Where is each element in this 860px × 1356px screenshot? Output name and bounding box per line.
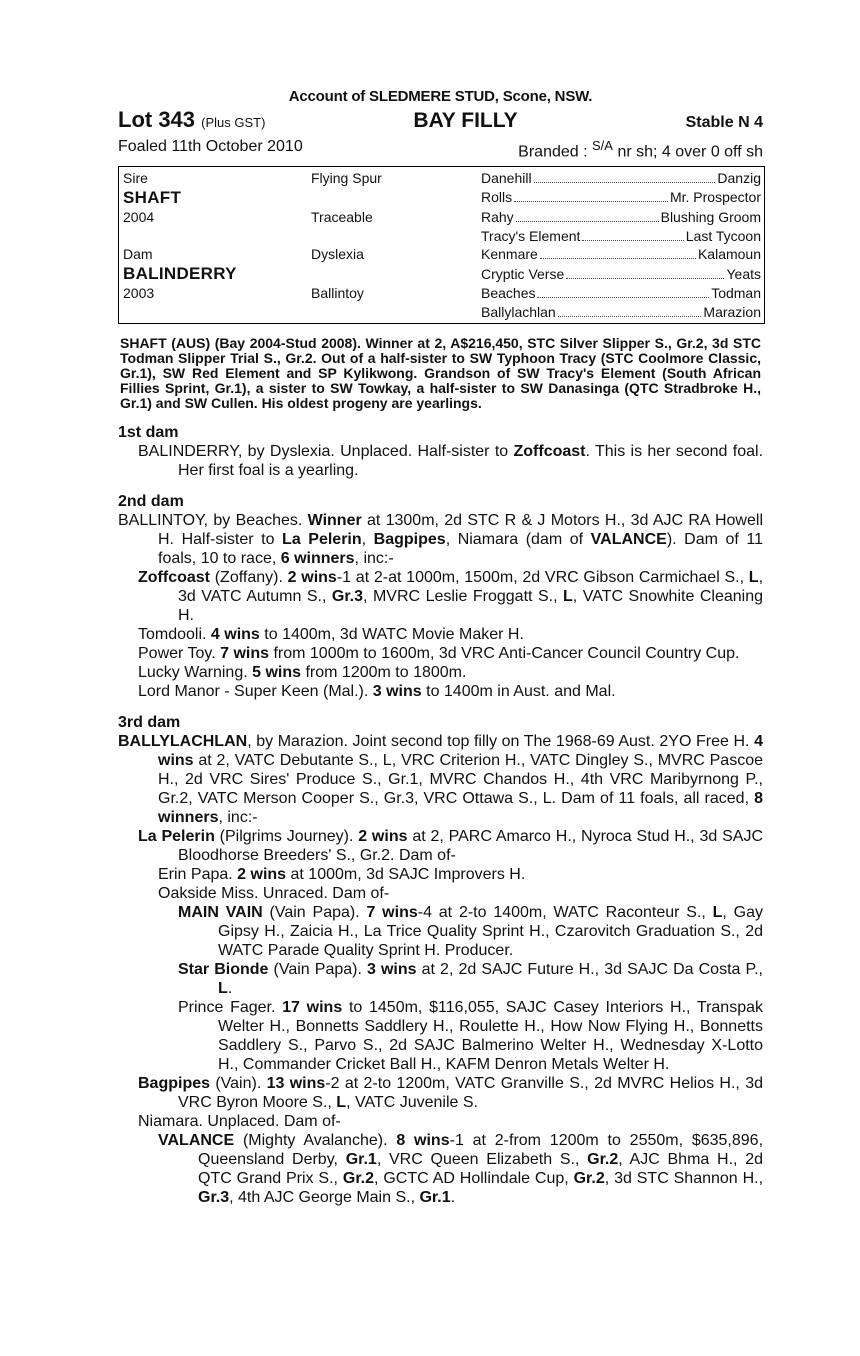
- brand-info: Branded : $^{S/A}$ nr sh; 4 over 0 off sh: [518, 138, 763, 161]
- g3-row: Cryptic Verse Yeats: [481, 266, 761, 282]
- progeny-entry: Bagpipes (Vain). 13 wins-2 at 2-to 1200m, VATC Granville S., 2d MVRC Helios H., 3d VRC Byron Moore S., L, VATC Juvenile S.: [138, 1075, 763, 1111]
- progeny-entry: Erin Papa. 2 wins at 1000m, 3d SAJC Improvers H.: [158, 866, 526, 883]
- sire-summary: SHAFT (AUS) (Bay 2004-Stud 2008). Winner at 2, A$216,450, STC Silver Slipper S., Gr.2, 3d STC Todman Slipper Trial S., Gr.2. Out of a half-sister to SW Typhoon Tracy (STC Coolmore Classic, Gr.1), SW Red Element and SP Kylikwong. Grandson of SW Tracy's Element (South African Fillies Sprint, Gr.1), a sister to SW Towkay, a half-sister to SW Danasinga (QTC Stradbroke H., Gr.1) and SW Cullen. His oldest progeny are yearlings.: [120, 335, 761, 411]
- progeny-entry: Lucky Warning. 5 wins from 1200m to 1800m.: [138, 664, 467, 681]
- foaling-details: [118, 138, 763, 162]
- progeny-entry: Star Bionde (Vain Papa). 3 wins at 2, 2d SAJC Future H., 3d SAJC Da Costa P., L.: [178, 961, 763, 997]
- g3-row: Rolls Mr. Prospector: [481, 189, 761, 205]
- progeny-entry: MAIN VAIN (Vain Papa). 7 wins-4 at 2-to 1400m, WATC Raconteur S., L, Gay Gipsy H., Zaicia H., La Trice Quality Sprint H., Czarovitch Graduation S., 2d WATC Parade Quality Sprint H. Producer.: [178, 904, 764, 959]
- lot-header: [118, 107, 763, 135]
- g3-row: Beaches Todman: [481, 285, 761, 301]
- first-dam-section: [118, 423, 763, 480]
- catalogue-page: [118, 88, 763, 1207]
- third-dam-section: [118, 713, 763, 1207]
- second-dam-section: [118, 492, 763, 701]
- progeny-entry: Oakside Miss. Unraced. Dam of-: [158, 885, 390, 902]
- g3-row: Ballylachlan Marazion: [481, 304, 761, 320]
- pedigree-table: [118, 166, 765, 324]
- stable-number: Stable N 4: [685, 114, 763, 131]
- g2-dam-sire: Dyslexia: [311, 246, 364, 262]
- dam-year: 2003: [123, 285, 155, 301]
- g2-sire-sire: Flying Spur: [311, 170, 382, 186]
- dam-label: Dam: [123, 246, 153, 262]
- g3-row: Kenmare Kalamoun: [481, 246, 761, 262]
- progeny-entry: Power Toy. 7 wins from 1000m to 1600m, 3d VRC Anti-Cancer Council Country Cup.: [138, 645, 740, 662]
- brand-mark-icon: S/A: [592, 138, 613, 153]
- dam-entry: BALLYLACHLAN, by Marazion. Joint second top filly on The 1968-69 Aust. 2YO Free H. 4 wins at 2, VATC Debutante S., L, VRC Criterion H., VATC Dingley S., MVRC Pascoe H., 2d VRC Sires' Produce S., Gr.1, MVRC Chandos H., 4th VRC Maribyrnong P., Gr.2, VATC Merson Cooper S., Gr.3, VRC Ottawa S., L. Dam of 11 foals, all raced, 8 winners, inc:-: [118, 733, 763, 826]
- sire-label: Sire: [123, 170, 148, 186]
- sire-year: 2004: [123, 209, 155, 225]
- section-heading: 3rd dam: [118, 714, 181, 731]
- progeny-entry: Lord Manor - Super Keen (Mal.). 3 wins to 1400m in Aust. and Mal.: [138, 683, 616, 700]
- progeny-entry: Tomdooli. 4 wins to 1400m, 3d WATC Movie Maker H.: [138, 626, 524, 643]
- progeny-entry: La Pelerin (Pilgrims Journey). 2 wins at 2, PARC Amarco H., Nyroca Stud H., 3d SAJC Bloodhorse Breeders' S., Gr.2. Dam of-: [138, 828, 764, 864]
- section-heading: 1st dam: [118, 424, 179, 441]
- g3-row: Danehill Danzig: [481, 170, 761, 186]
- progeny-entry: Zoffcoast (Zoffany). 2 wins-1 at 2-at 1000m, 1500m, 2d VRC Gibson Carmichael S., L, 3d VATC Autumn S., Gr.3, MVRC Leslie Froggatt S., L, VATC Snowhite Cleaning H.: [138, 569, 764, 624]
- dam-entry: BALINDERRY, by Dyslexia. Unplaced. Half-sister to Zoffcoast. This is her second foal. Her first foal is a yearling.: [138, 443, 764, 479]
- progeny-entry: Prince Fager. 17 wins to 1450m, $116,055, SAJC Casey Interiors H., Transpak Welter H., Bonnetts Saddlery H., Roulette H., How Now Flying H., Bonnetts Saddlery S., Parvo S., 2d SAJC Balmerino Welter H., Wednesday X-Lotto H., Commander Cricket Ball H., KAFM Denron Metals Welter H.: [178, 999, 763, 1073]
- dam-entry: BALLINTOY, by Beaches. Winner at 1300m, 2d STC R & J Motors H., 3d AJC RA Howell H. Half-sister to La Pelerin, Bagpipes, Niamara (dam of VALANCE). Dam of 11 foals, 10 to race, 6 winners, inc:-: [118, 512, 764, 567]
- dam-name: BALINDERRY: [123, 264, 237, 283]
- g2-sire-dam: Traceable: [311, 209, 373, 225]
- horse-description: BAY FILLY: [413, 109, 518, 132]
- progeny-entry: Niamara. Unplaced. Dam of-: [138, 1113, 341, 1130]
- g2-dam-dam: Ballintoy: [311, 285, 364, 301]
- progeny-entry: VALANCE (Mighty Avalanche). 8 wins-1 at 2-from 1200m to 2550m, $635,896, Queensland Derby, Gr.1, VRC Queen Elizabeth S., Gr.2, AJC Bhma H., 2d QTC Grand Prix S., Gr.2, GCTC AD Hollindale Cup, Gr.2, 3d STC Shannon H., Gr.3, 4th AJC George Main S., Gr.1.: [158, 1132, 764, 1206]
- g3-row: Tracy's Element Last Tycoon: [481, 228, 761, 244]
- lot-number: Lot 343 (Plus GST): [118, 107, 266, 132]
- foaled-date: Foaled 11th October 2010: [118, 138, 303, 155]
- g3-row: Rahy Blushing Groom: [481, 209, 761, 225]
- section-heading: 2nd dam: [118, 493, 184, 510]
- sire-name: SHAFT: [123, 188, 182, 207]
- vendor-account: Account of SLEDMERE STUD, Scone, NSW.: [288, 88, 593, 105]
